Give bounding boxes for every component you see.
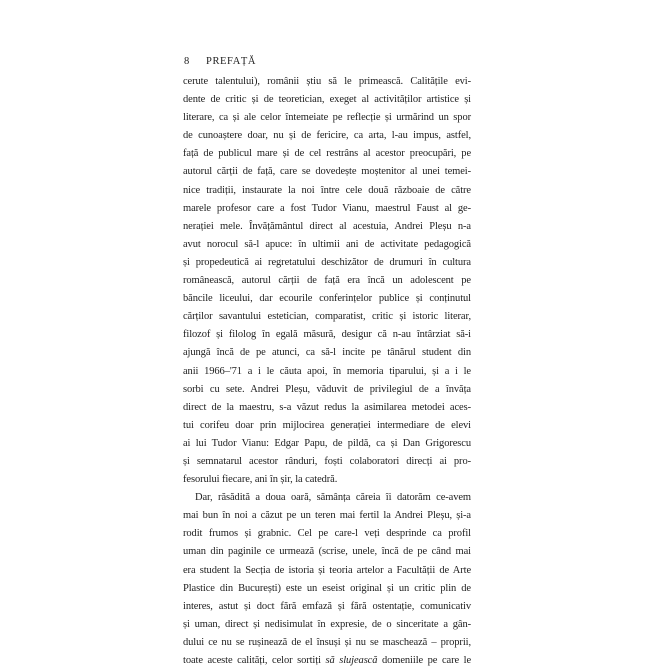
- text-line: și semnatarul acestor rânduri, foști colaboratori direcți ai pro-: [183, 455, 471, 467]
- text-line: românească, autorul cărții de față era încă un adolescent pe: [183, 275, 471, 287]
- text-line: mai bun în noi a căzut pe un teren mai fertil la Andrei Pleșu, și-a: [183, 510, 471, 522]
- text-line: uman din paginile ce urmează (scrise, unele, încă de pe când mai: [183, 546, 471, 558]
- page-number: 8: [184, 56, 190, 67]
- text-line: marele profesor care a fost Tudor Vianu, maestrul Faust al ge-: [183, 202, 471, 214]
- text-line: tui corifeu doar prin mijlocirea generației intermediare de elevi: [183, 419, 471, 431]
- text-line: și propedeutică ai regretatului deschizător de drumuri în cultura: [183, 256, 471, 268]
- text-line: de cunoaștere doar, nu și de fericire, ca arta, l-au impus, astfel,: [183, 130, 471, 142]
- text-line: ai lui Tudor Vianu: Edgar Papu, de pildă, ca și Dan Grigorescu: [183, 437, 471, 449]
- text-line: cărților savantului estetician, comparatist, critic și istoric literar,: [183, 311, 471, 323]
- text-line: era student la Secția de istoria și teoria artelor a Facultății de Arte: [183, 564, 471, 576]
- text-segment: toate aceste calități, celor sortiți: [183, 655, 326, 666]
- text-line: rodit frumos și grabnic. Cel pe care-l veți desprinde ca profil: [183, 528, 471, 540]
- text-line: și uman, direct și nedisimulat în expresie, de o sinceritate a gân-: [183, 618, 471, 630]
- text-line: avut norocul să-l apuce: în ultimii ani de activitate pedagogică: [183, 238, 471, 250]
- emphasized-text: să slujească: [325, 655, 378, 666]
- text-line: [183, 652, 471, 670]
- text-line: nerației mele. Învățământul direct al acestuia, Andrei Pleșu n-a: [183, 220, 471, 232]
- text-line: direct de la maestru, s-a văzut redus la asimilarea metodei aces-: [183, 401, 471, 413]
- text-line: dului ce nu se rușinează de el însuși și nu se maschează – proprii,: [183, 636, 471, 648]
- text-line: anii 1966–'71 a i le căuta apoi, în memoria tiparului, și a i le: [183, 365, 471, 377]
- text-line: nice tradiții, instaurate la noi între cele două războaie de către: [183, 184, 471, 196]
- text-line: Plastice din București) este un eseist original și un critic plin de: [183, 582, 471, 594]
- body-text: [183, 73, 471, 670]
- text-segment: domeniile pe care le: [377, 655, 472, 666]
- text-line: literare, ca și ale celor întemeiate pe reflecție și urmărind un spor: [183, 112, 471, 124]
- text-line: sorbi cu sete. Andrei Pleșu, văduvit de privilegiul de a învăța: [183, 383, 471, 395]
- text-line: dente de critic și de teoretician, exeget al activităților artistice și: [183, 94, 471, 106]
- text-line: băncile liceului, dar ecourile conferințelor publice și conținutul: [183, 293, 471, 305]
- running-header: [184, 56, 256, 67]
- text-line: ajungă încă de pe atunci, ca să-l incite pe tânărul student din: [183, 347, 471, 359]
- text-line: față de publicul mare și de cel restrâns al acestor preocupări, pe: [183, 148, 471, 160]
- running-title: PREFAȚĂ: [206, 56, 257, 67]
- text-line: autorul cărții de față, care se dovedește moștenitor al unei temei-: [183, 166, 471, 178]
- text-line: Dar, răsădită a doua oară, sămânța căreia îi datorăm ce-avem: [195, 492, 471, 504]
- text-line: filozof și filolog în egală măsură, desigur că n-au întârziat să-i: [183, 329, 471, 341]
- text-line: cerute talentului), românii știu să le primească. Calitățile evi-: [183, 76, 471, 87]
- text-line: interes, astut și doct fără emfază și fără ostentație, comunicativ: [183, 600, 471, 612]
- text-line: fesorului fiecare, ani în șir, la catedră.: [183, 474, 338, 486]
